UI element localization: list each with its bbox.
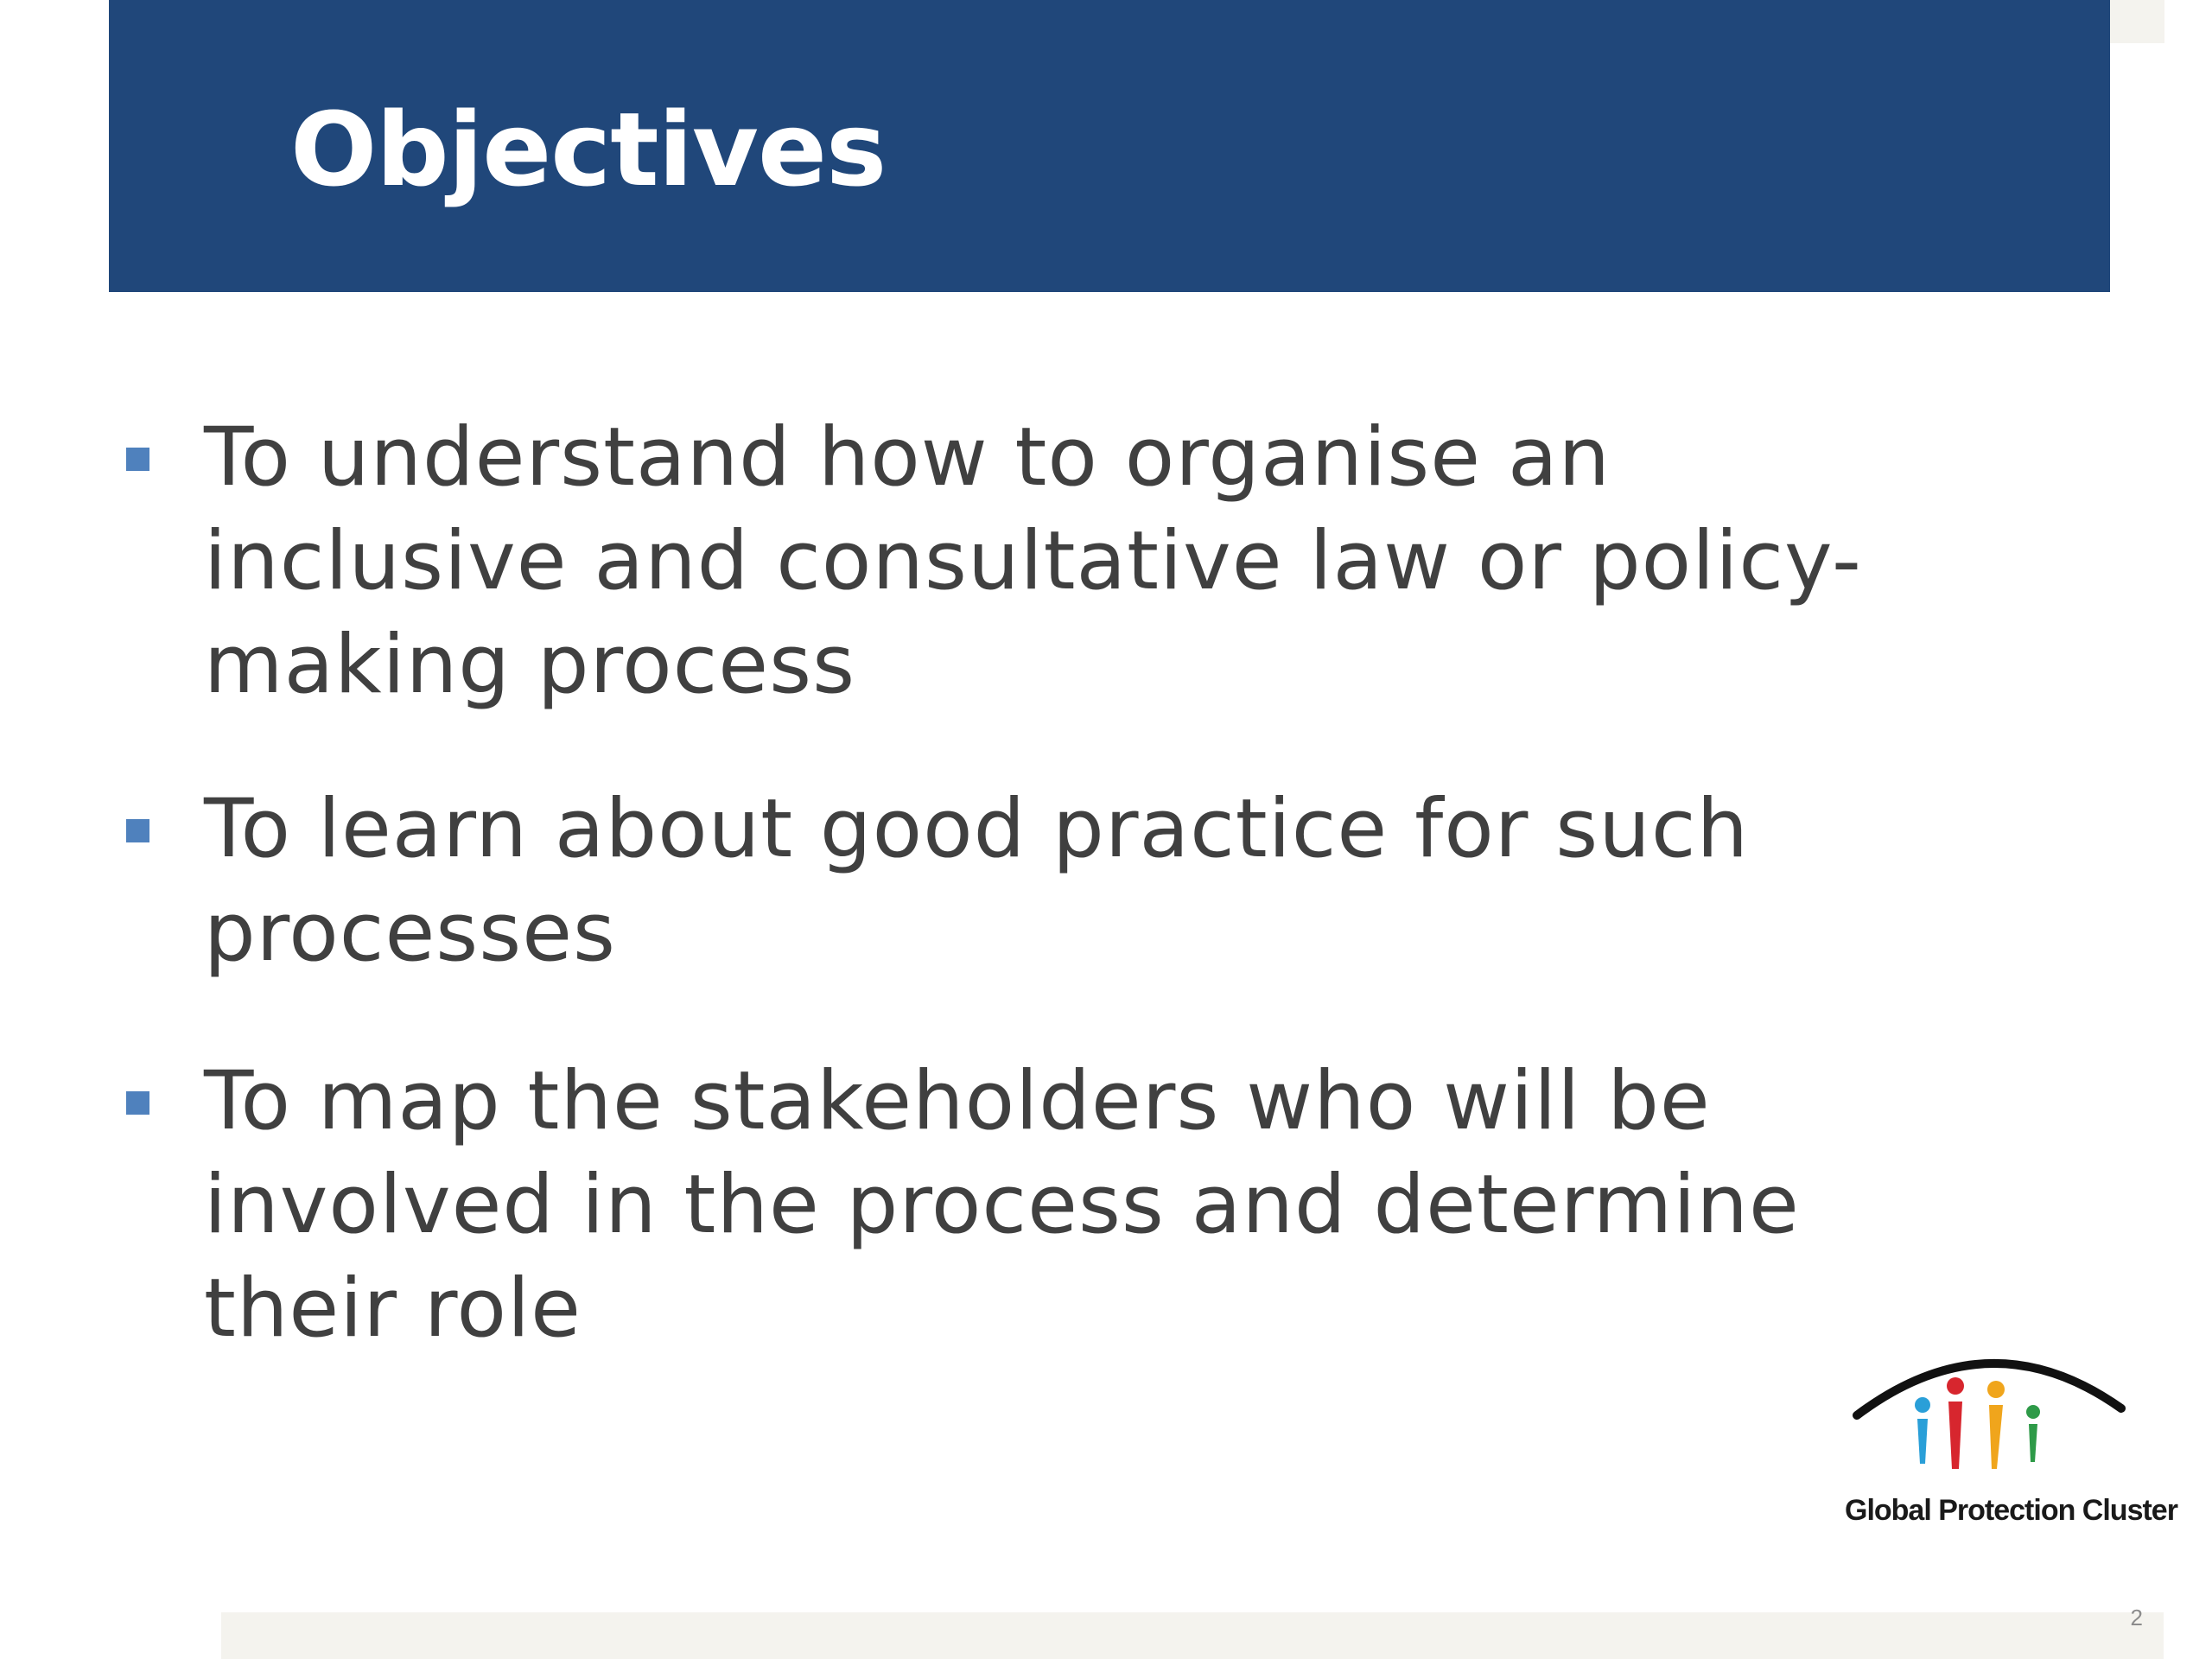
logo-figure-blue <box>1915 1397 1930 1464</box>
logo-figure-green <box>2026 1405 2040 1462</box>
footer-band <box>221 1612 2164 1659</box>
logo-text: Global Protection Cluster <box>1845 1494 2177 1527</box>
square-bullet-icon <box>126 819 149 842</box>
square-bullet-icon <box>126 448 149 471</box>
square-bullet-icon <box>126 1091 149 1115</box>
logo-figure-red <box>1947 1377 1964 1469</box>
bullet-text: To map the stakeholders who will be involved in the process and determine their role <box>204 1054 1800 1356</box>
people-arc-icon <box>1845 1348 2156 1495</box>
slide-title: Objectives <box>290 90 887 209</box>
corner-accent <box>2104 0 2164 43</box>
bullet-text: To learn about good practice for such processes <box>204 782 1750 980</box>
logo-figure-orange <box>1987 1381 2005 1469</box>
global-protection-cluster-logo <box>1845 1348 2177 1538</box>
page-number: 2 <box>2130 1605 2143 1630</box>
bullet-text: To understand how to organise an inclusive and consultative law or policy- making process <box>204 410 1862 712</box>
